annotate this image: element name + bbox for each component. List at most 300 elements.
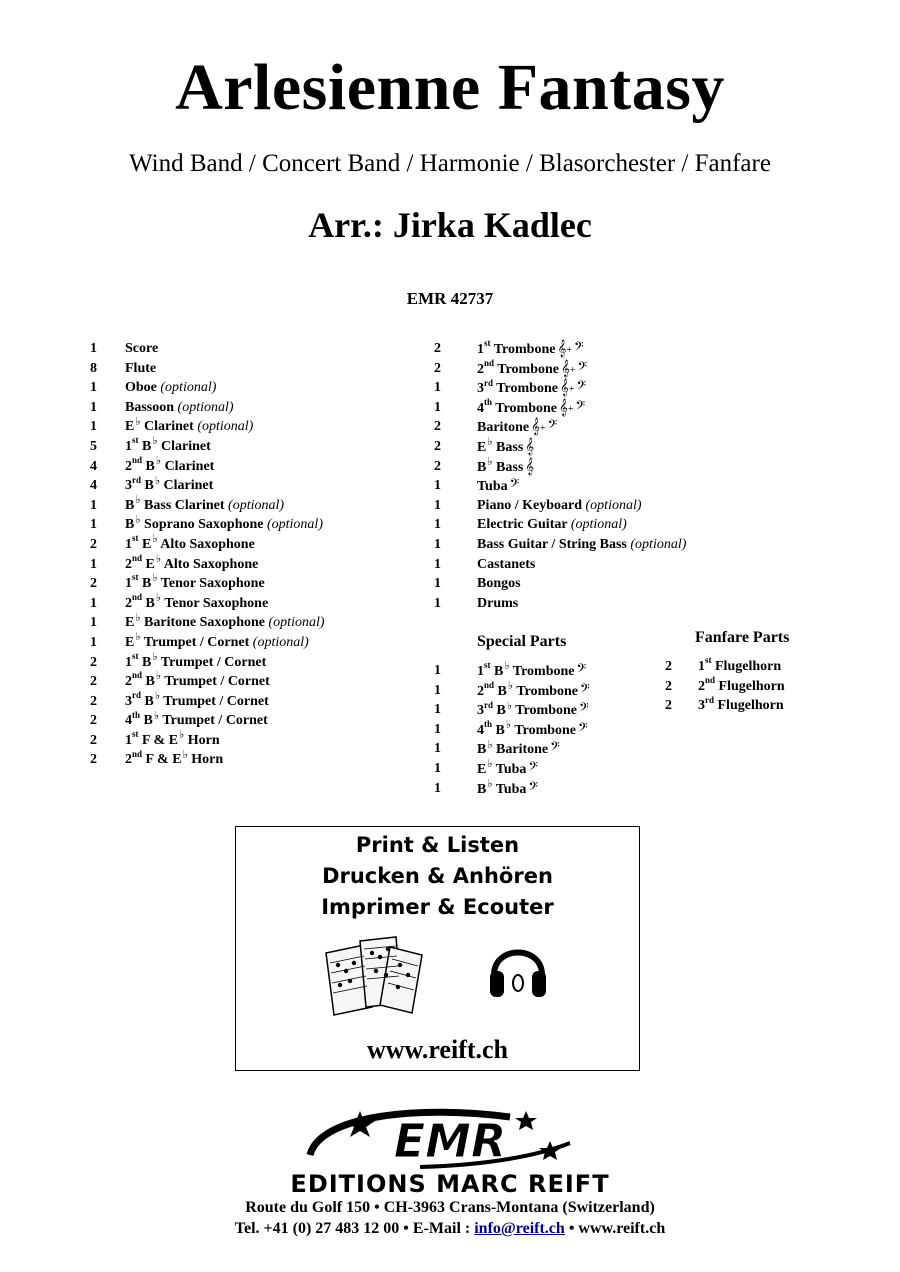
emr-logo xyxy=(300,1105,600,1173)
arranger-credit: Arr.: Jirka Kadlec xyxy=(308,205,592,245)
part-name xyxy=(477,359,587,381)
part-key: B xyxy=(143,713,153,729)
part-key: B xyxy=(477,742,487,758)
part-instrument: Tenor Saxophone xyxy=(160,576,265,592)
part-quantity: 2 xyxy=(90,536,97,552)
part-ordinal-suffix: th xyxy=(484,397,493,408)
part-row xyxy=(434,661,654,681)
part-quantity: 2 xyxy=(90,576,97,592)
clef-icon: 𝄞 xyxy=(531,417,540,436)
page-title: Arlesienne Fantasy xyxy=(175,51,725,124)
part-instrument: Tuba xyxy=(495,761,527,777)
flat-sign-icon: ♭ xyxy=(504,660,510,673)
part-ordinal: 3 xyxy=(125,693,132,709)
part-ordinal: 1 xyxy=(125,536,132,552)
part-ordinal-suffix: st xyxy=(132,650,139,661)
plus-sign: + xyxy=(566,345,572,356)
special-parts-heading: Special Parts xyxy=(477,633,567,650)
part-key: B xyxy=(497,683,507,699)
part-name xyxy=(477,378,586,400)
part-row xyxy=(434,515,754,535)
catalog-number: EMR 42737 xyxy=(406,289,494,308)
ensemble-subtitle: Wind Band / Concert Band / Harmonie / Blasorchester / Fanfare xyxy=(129,150,771,177)
part-row xyxy=(90,476,410,496)
part-ordinal: 3 xyxy=(698,698,705,714)
bass-clef-icon: 𝄢 xyxy=(547,417,558,436)
part-instrument: Clarinet xyxy=(163,478,214,494)
part-key: F & E xyxy=(142,732,179,748)
part-quantity: 1 xyxy=(434,478,441,494)
part-optional-note: (optional) xyxy=(228,497,285,513)
part-name xyxy=(125,378,216,398)
part-ordinal-suffix: nd xyxy=(132,592,143,603)
part-name xyxy=(125,398,234,418)
part-quantity: 1 xyxy=(434,556,441,572)
part-quantity: 1 xyxy=(90,419,97,435)
part-quantity: 5 xyxy=(90,438,97,454)
part-row xyxy=(90,633,410,653)
part-name xyxy=(477,574,521,594)
part-row xyxy=(434,720,654,740)
part-row xyxy=(90,535,410,555)
plus-sign: + xyxy=(569,364,576,376)
part-name xyxy=(125,650,267,673)
part-quantity: 4 xyxy=(90,478,97,494)
part-quantity: 1 xyxy=(434,760,441,776)
clef-icon: 𝄞 xyxy=(525,436,535,455)
part-key: B xyxy=(145,595,155,611)
part-name xyxy=(125,496,284,516)
flat-sign-icon: ♭ xyxy=(135,611,141,624)
part-quantity: 1 xyxy=(434,721,441,737)
part-row xyxy=(434,359,754,379)
part-name xyxy=(125,613,325,633)
part-quantity: 2 xyxy=(434,438,441,454)
promo-line-imprimer: Imprimer & Ecouter xyxy=(321,895,554,919)
promo-line-print-listen: Print & Listen xyxy=(355,833,520,857)
part-instrument: Flute xyxy=(125,360,157,376)
part-quantity: 1 xyxy=(90,380,97,396)
part-ordinal-suffix: rd xyxy=(705,694,714,705)
part-ordinal: 1 xyxy=(477,664,484,679)
parts-list-left xyxy=(90,339,410,770)
part-quantity: 1 xyxy=(90,556,97,572)
part-instrument: Horn xyxy=(191,752,224,768)
part-name xyxy=(125,672,270,692)
part-quantity: 1 xyxy=(90,595,97,611)
special-parts-list xyxy=(434,661,654,798)
part-ordinal-suffix: nd xyxy=(484,679,495,690)
part-ordinal-suffix: rd xyxy=(484,699,493,710)
part-instrument: Flugelhorn xyxy=(715,659,782,674)
part-key: B xyxy=(477,781,487,797)
part-ordinal-suffix: th xyxy=(132,709,141,720)
part-key: B xyxy=(145,674,155,690)
part-row xyxy=(90,378,410,398)
flat-sign-icon: ♭ xyxy=(487,758,493,771)
bass-clef-icon: 𝄢 xyxy=(573,339,584,357)
part-key: B xyxy=(142,576,152,592)
part-key: E xyxy=(142,536,152,552)
part-quantity: 1 xyxy=(434,780,441,796)
fanfare-parts-heading: Fanfare Parts xyxy=(695,629,790,646)
fanfare-parts-list xyxy=(665,657,865,716)
bass-clef-icon: 𝄢 xyxy=(575,397,586,416)
part-row xyxy=(434,700,654,720)
clef-icon: 𝄞 xyxy=(560,358,570,377)
part-row xyxy=(90,398,410,418)
part-ordinal: 2 xyxy=(125,752,132,768)
part-instrument: Piano / Keyboard xyxy=(477,497,583,513)
part-name xyxy=(477,739,560,760)
print-listen-box[interactable] xyxy=(235,826,640,1071)
part-name xyxy=(477,515,627,535)
part-quantity: 2 xyxy=(90,654,97,670)
part-quantity: 1 xyxy=(90,634,97,650)
part-quantity: 1 xyxy=(434,399,441,415)
part-name xyxy=(125,750,223,770)
part-name xyxy=(477,555,535,575)
flat-sign-icon: ♭ xyxy=(487,436,493,449)
part-ordinal-suffix: rd xyxy=(132,690,141,701)
part-row xyxy=(434,398,754,418)
part-key: B xyxy=(477,459,487,475)
part-ordinal: 3 xyxy=(125,478,132,494)
part-key: E xyxy=(477,439,487,455)
part-row xyxy=(434,437,754,457)
parts-list-right xyxy=(434,339,754,613)
clef-icon: 𝄢 xyxy=(528,758,539,777)
part-ordinal-suffix: nd xyxy=(484,357,495,368)
part-instrument: Soprano Saxophone xyxy=(144,517,264,533)
part-ordinal-suffix: nd xyxy=(132,670,143,681)
part-ordinal-suffix: st xyxy=(705,655,712,666)
part-instrument: Baritone xyxy=(477,420,530,436)
flat-sign-icon: ♭ xyxy=(135,631,141,644)
part-instrument: Tuba xyxy=(477,479,508,495)
part-instrument: Trumpet / Cornet xyxy=(160,654,267,670)
part-quantity: 1 xyxy=(434,536,441,552)
part-key: B xyxy=(142,654,152,670)
clef-icon: 𝄞 xyxy=(559,378,569,397)
part-key: B xyxy=(125,497,135,513)
flat-sign-icon: ♭ xyxy=(182,748,188,761)
part-ordinal-suffix: st xyxy=(132,533,139,544)
part-quantity: 1 xyxy=(434,517,441,533)
part-row xyxy=(434,476,754,496)
part-quantity: 2 xyxy=(90,732,97,748)
flat-sign-icon: ♭ xyxy=(155,552,162,565)
part-name xyxy=(477,476,519,497)
flat-sign-icon: ♭ xyxy=(152,435,158,448)
part-quantity: 2 xyxy=(434,360,441,376)
clef-icon: 𝄞 xyxy=(525,456,535,475)
flat-sign-icon: ♭ xyxy=(135,494,141,507)
part-row xyxy=(434,339,754,359)
sheet-music-icon xyxy=(320,935,430,1023)
part-quantity: 1 xyxy=(90,517,97,533)
part-quantity: 2 xyxy=(90,713,97,729)
part-key: B xyxy=(142,438,152,454)
part-instrument: Trombone xyxy=(496,381,558,397)
part-name xyxy=(477,398,585,420)
part-ordinal-suffix: rd xyxy=(484,377,493,388)
part-quantity: 2 xyxy=(434,419,441,435)
clef-icon: 𝄞 xyxy=(558,397,568,416)
part-ordinal: 1 xyxy=(125,654,132,670)
part-row xyxy=(434,496,754,516)
flat-sign-icon: ♭ xyxy=(155,670,162,683)
clef-icon: 𝄢 xyxy=(528,778,539,797)
part-quantity: 1 xyxy=(434,497,441,513)
part-instrument: Clarinet xyxy=(161,438,211,454)
part-name xyxy=(125,574,265,594)
part-row xyxy=(90,750,410,770)
part-instrument: Castanets xyxy=(477,556,536,572)
flat-sign-icon: ♭ xyxy=(155,592,162,605)
part-instrument: Trumpet / Cornet xyxy=(162,713,268,729)
part-ordinal-suffix: st xyxy=(484,660,491,671)
part-row xyxy=(434,759,654,779)
flat-sign-icon: ♭ xyxy=(155,454,162,467)
part-ordinal: 1 xyxy=(477,342,484,357)
part-ordinal: 2 xyxy=(125,458,132,474)
part-key: E xyxy=(125,615,135,631)
part-quantity: 1 xyxy=(90,497,97,513)
part-row xyxy=(434,681,654,701)
part-instrument: Clarinet xyxy=(164,458,215,474)
part-row xyxy=(90,496,410,516)
part-row xyxy=(665,674,865,697)
part-instrument: Bongos xyxy=(477,576,521,592)
part-instrument: Drums xyxy=(477,595,519,611)
flat-sign-icon: ♭ xyxy=(506,699,513,712)
part-row xyxy=(90,672,410,692)
part-key: B xyxy=(495,722,505,738)
part-quantity: 1 xyxy=(90,615,97,631)
contact-phone: Tel. +41 (0) 27 483 12 00 • E-Mail : xyxy=(234,1220,475,1237)
part-ordinal: 1 xyxy=(698,659,705,674)
bass-clef-icon: 𝄢 xyxy=(576,378,587,397)
part-quantity: 1 xyxy=(434,741,441,757)
part-ordinal-suffix: th xyxy=(484,719,493,730)
plus-sign: + xyxy=(567,403,574,415)
part-name xyxy=(477,437,534,458)
part-key: B xyxy=(125,517,135,533)
part-name xyxy=(477,681,590,702)
part-quantity: 1 xyxy=(434,682,441,698)
part-name xyxy=(698,696,784,716)
part-key: E xyxy=(125,419,135,435)
part-row xyxy=(90,437,410,457)
part-name xyxy=(477,759,538,780)
part-row xyxy=(90,594,410,614)
part-instrument: Trombone xyxy=(515,703,578,719)
part-optional-note: (optional) xyxy=(585,497,642,513)
clef-icon: 𝄢 xyxy=(579,700,589,719)
part-ordinal-suffix: st xyxy=(132,572,139,583)
part-name xyxy=(125,515,323,535)
part-instrument: Trombone xyxy=(512,664,575,679)
part-instrument: Bassoon xyxy=(125,399,175,415)
part-ordinal-suffix: nd xyxy=(705,674,716,685)
part-instrument: Score xyxy=(125,341,159,356)
part-quantity: 1 xyxy=(434,702,441,718)
part-optional-note: (optional) xyxy=(177,399,234,415)
part-instrument: Alto Saxophone xyxy=(163,556,259,572)
part-ordinal-suffix: st xyxy=(132,729,139,740)
logo-text: EMR xyxy=(393,1114,507,1168)
part-name xyxy=(477,457,534,478)
part-instrument: Trombone xyxy=(514,722,577,738)
part-optional-note: (optional) xyxy=(252,634,309,650)
part-row xyxy=(434,739,654,759)
email-link[interactable]: info@reift.ch xyxy=(474,1220,565,1237)
part-optional-note: (optional) xyxy=(160,380,217,396)
part-name xyxy=(125,731,220,751)
part-name xyxy=(477,779,538,800)
publisher-address: Route du Golf 150 • CH-3963 Crans-Montana (Switzerland) xyxy=(245,1199,655,1216)
part-instrument: Bass xyxy=(496,459,524,475)
part-quantity: 1 xyxy=(90,341,97,356)
part-name xyxy=(477,700,589,721)
flat-sign-icon: ♭ xyxy=(152,650,158,663)
part-optional-note: (optional) xyxy=(268,615,325,631)
part-quantity: 2 xyxy=(434,458,441,474)
flat-sign-icon: ♭ xyxy=(487,455,493,468)
part-quantity: 2 xyxy=(665,659,672,674)
part-instrument: Horn xyxy=(187,732,220,748)
part-name xyxy=(477,720,588,741)
part-row xyxy=(434,574,754,594)
part-row xyxy=(434,417,754,437)
part-name xyxy=(125,633,309,653)
part-name xyxy=(477,496,642,516)
part-name xyxy=(125,552,259,575)
flat-sign-icon: ♭ xyxy=(505,719,512,732)
part-row xyxy=(90,692,410,712)
part-ordinal: 2 xyxy=(698,678,705,694)
part-name xyxy=(125,437,211,457)
part-key: B xyxy=(144,693,154,709)
part-row xyxy=(90,574,410,594)
part-ordinal: 4 xyxy=(477,400,484,416)
flat-sign-icon: ♭ xyxy=(153,709,160,722)
clef-icon: 𝄢 xyxy=(580,680,590,699)
part-quantity: 2 xyxy=(90,693,97,709)
part-instrument: Tuba xyxy=(495,781,527,797)
part-quantity: 8 xyxy=(90,360,97,376)
flat-sign-icon: ♭ xyxy=(487,738,493,751)
part-name xyxy=(125,535,255,555)
publisher-name: EDITIONS MARC REIFT xyxy=(290,1170,610,1198)
part-key: F & E xyxy=(145,752,182,768)
clef-icon: 𝄞 xyxy=(557,339,567,357)
part-key: E xyxy=(125,634,135,650)
part-row xyxy=(665,657,865,677)
part-quantity: 1 xyxy=(434,380,441,396)
part-key: B xyxy=(494,664,504,679)
part-ordinal-suffix: nd xyxy=(132,454,143,465)
part-ordinal-suffix: rd xyxy=(132,474,141,485)
part-name xyxy=(698,674,785,697)
part-name xyxy=(125,417,253,437)
bass-clef-icon: 𝄢 xyxy=(577,358,588,377)
part-key: E xyxy=(145,556,155,572)
part-ordinal: 2 xyxy=(125,595,132,611)
part-instrument: Flugelhorn xyxy=(717,698,784,714)
part-row xyxy=(90,731,410,751)
part-quantity: 2 xyxy=(665,698,672,714)
part-row xyxy=(434,555,754,575)
part-instrument: Baritone Saxophone xyxy=(144,615,266,631)
part-instrument: Clarinet xyxy=(144,419,194,435)
part-name xyxy=(698,657,781,677)
part-row xyxy=(90,359,410,379)
part-row xyxy=(434,457,754,477)
part-ordinal: 1 xyxy=(125,438,132,454)
part-ordinal: 4 xyxy=(477,722,484,738)
flat-sign-icon: ♭ xyxy=(179,729,185,742)
part-optional-note: (optional) xyxy=(630,536,687,552)
clef-icon: 𝄢 xyxy=(509,476,520,495)
part-row xyxy=(434,594,754,614)
part-instrument: Trombone xyxy=(516,683,579,699)
flat-sign-icon: ♭ xyxy=(507,679,514,692)
part-instrument: Tenor Saxophone xyxy=(164,595,269,611)
part-instrument: Trumpet / Cornet xyxy=(163,693,269,709)
part-optional-note: (optional) xyxy=(197,419,254,435)
part-ordinal-suffix: nd xyxy=(132,552,143,563)
part-ordinal: 2 xyxy=(125,674,132,690)
part-instrument: Alto Saxophone xyxy=(160,536,255,552)
part-name xyxy=(125,339,158,359)
plus-sign: + xyxy=(539,423,546,435)
part-quantity: 1 xyxy=(434,595,441,611)
flat-sign-icon: ♭ xyxy=(154,690,161,703)
clef-icon: 𝄢 xyxy=(550,739,560,758)
part-instrument: Trombone xyxy=(497,361,559,377)
part-key: B xyxy=(145,458,155,474)
promo-url-link[interactable]: www.reift.ch xyxy=(366,1035,509,1064)
part-quantity: 4 xyxy=(90,458,97,474)
part-quantity: 1 xyxy=(434,663,441,678)
part-instrument: Flugelhorn xyxy=(718,678,785,694)
part-instrument: Electric Guitar xyxy=(477,517,568,533)
part-quantity: 1 xyxy=(90,399,97,415)
part-quantity: 2 xyxy=(434,341,441,356)
promo-line-drucken: Drucken & Anhören xyxy=(322,864,553,888)
headphones-icon xyxy=(486,935,550,1005)
part-ordinal: 1 xyxy=(125,732,132,748)
plus-sign: + xyxy=(568,384,575,396)
flat-sign-icon: ♭ xyxy=(152,533,158,546)
part-row xyxy=(90,515,410,535)
part-instrument: Trumpet / Cornet xyxy=(143,634,250,650)
clef-icon: 𝄢 xyxy=(578,719,588,738)
part-quantity: 1 xyxy=(434,576,441,592)
part-name xyxy=(125,692,269,712)
part-quantity: 2 xyxy=(90,752,97,768)
part-instrument: Bass xyxy=(496,439,524,455)
part-optional-note: (optional) xyxy=(570,517,627,533)
part-instrument: Oboe xyxy=(125,380,157,396)
flat-sign-icon: ♭ xyxy=(152,572,158,585)
publisher-contact xyxy=(0,1219,900,1239)
part-name xyxy=(125,476,213,496)
part-instrument: Bass Clarinet xyxy=(144,497,225,513)
part-key: B xyxy=(144,478,154,494)
